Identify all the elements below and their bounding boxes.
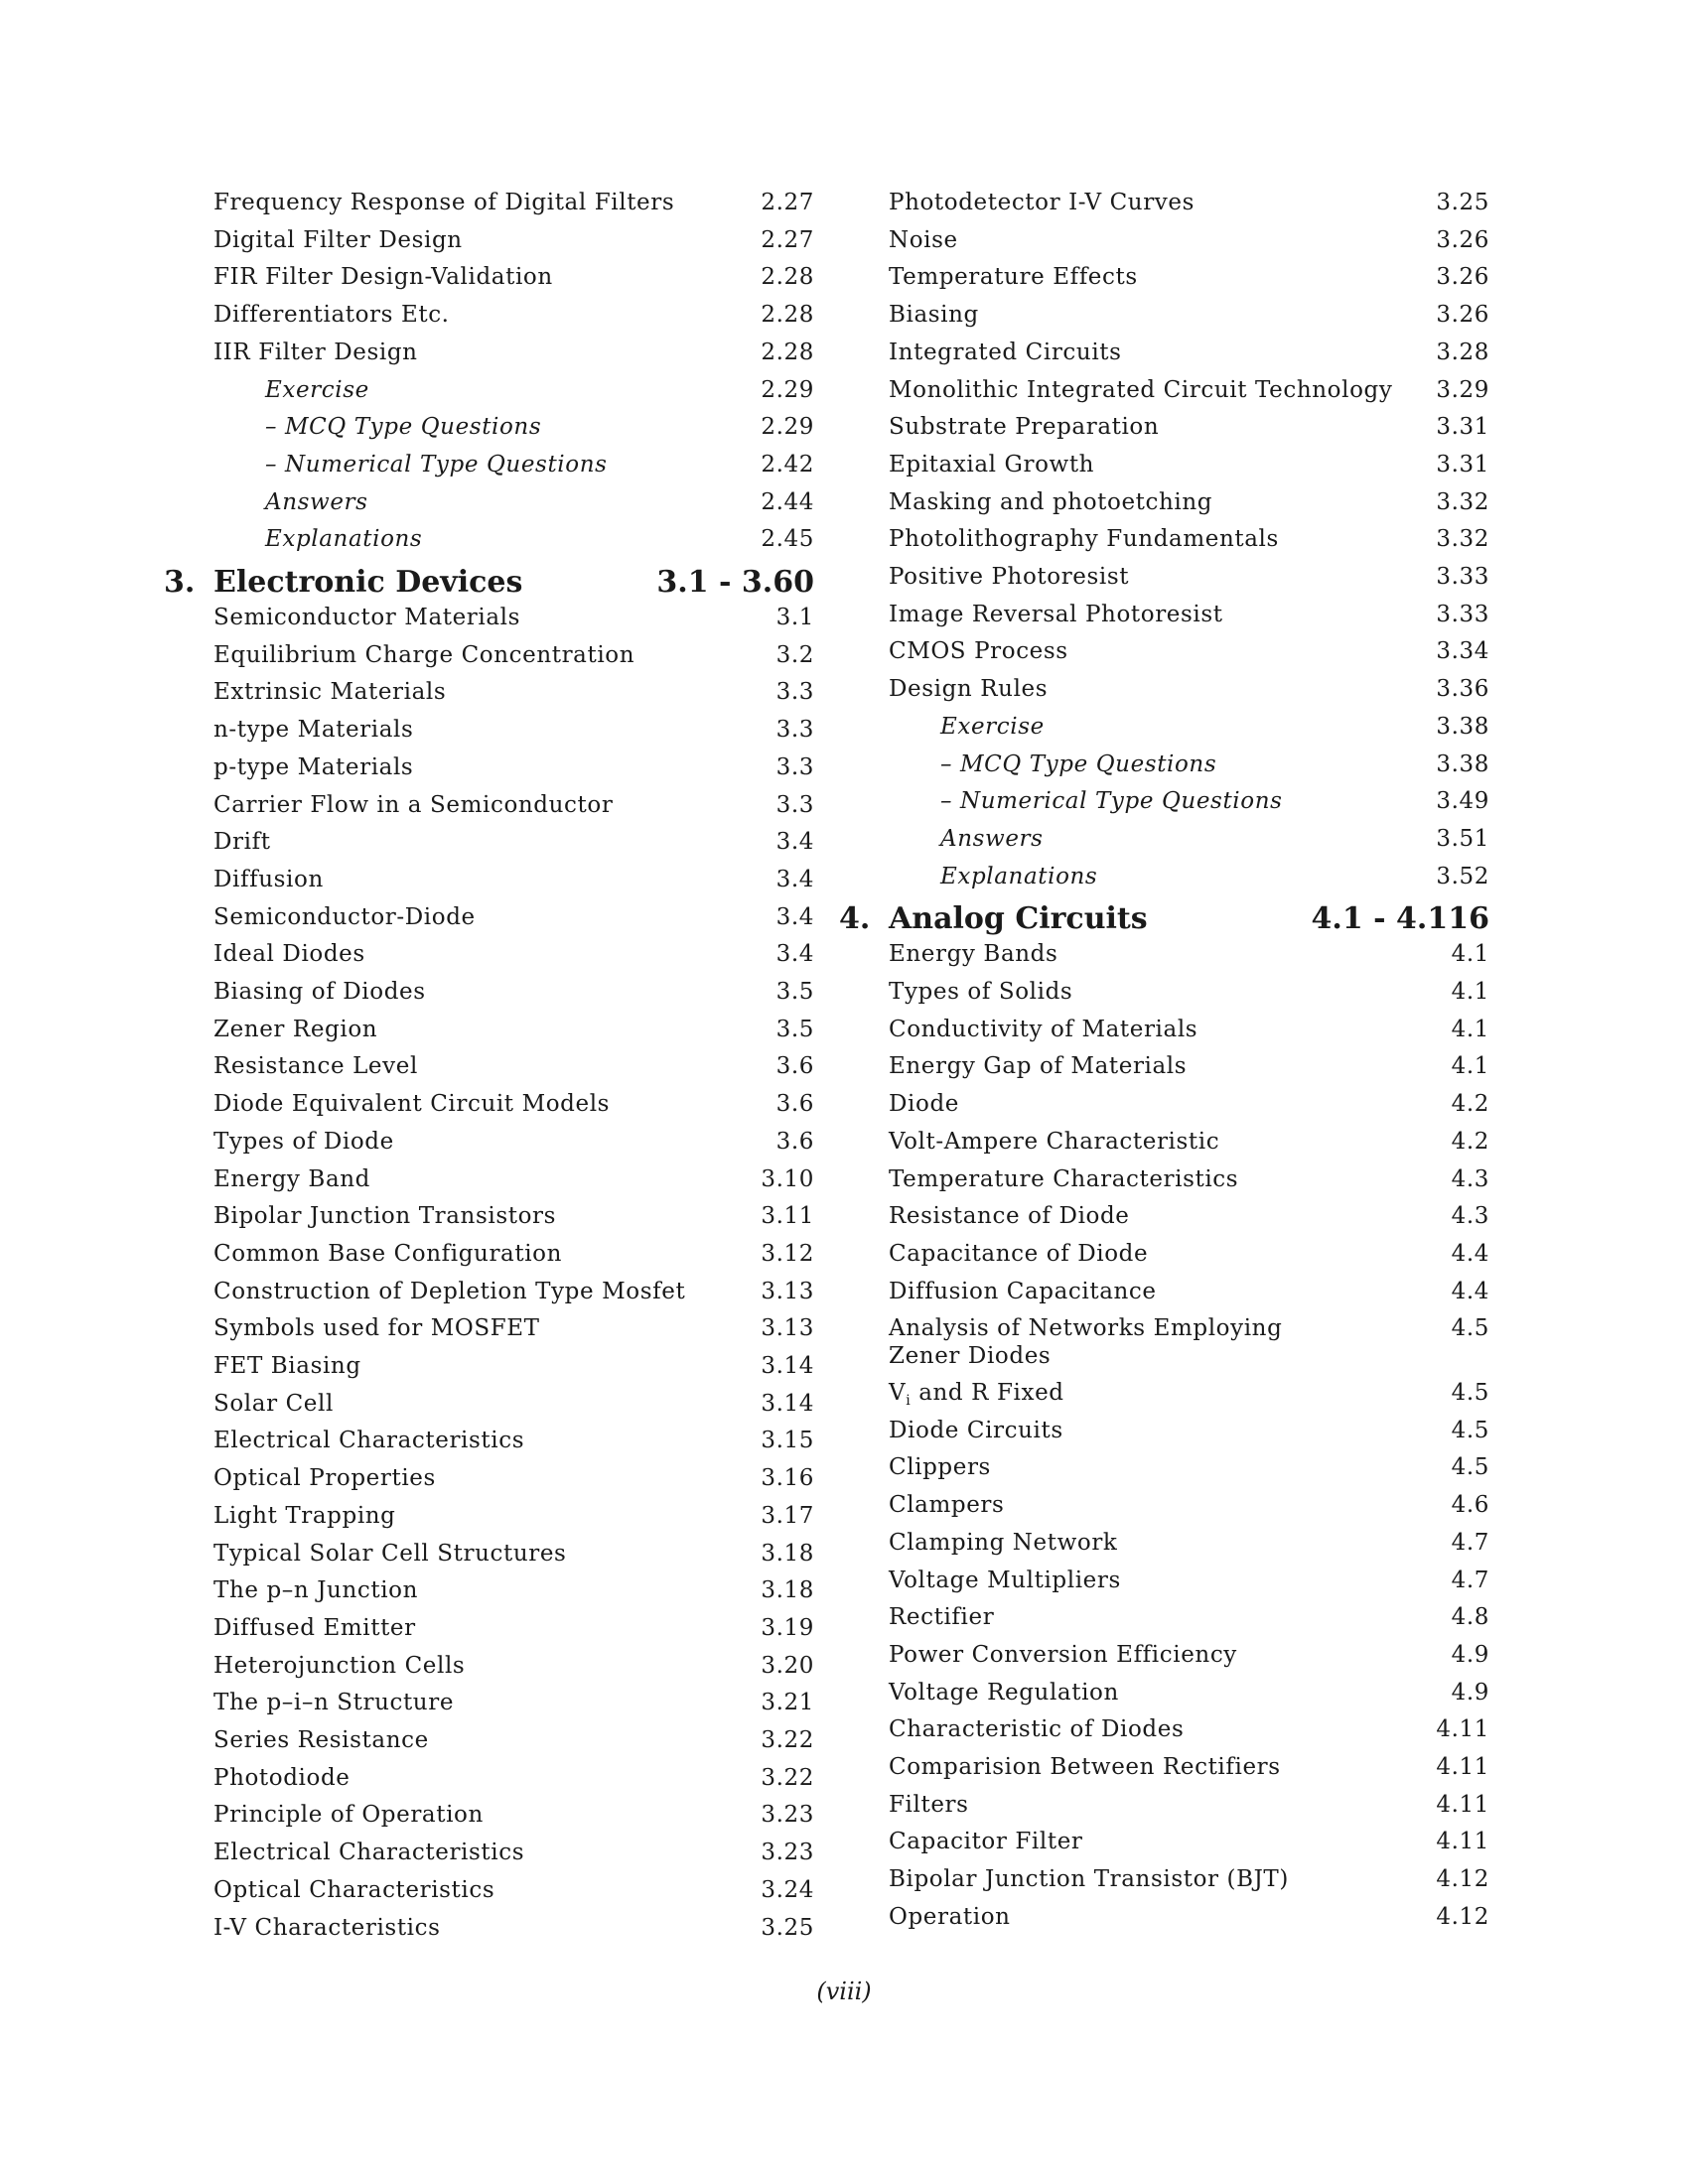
toc-entry[interactable] [213, 1464, 814, 1492]
toc-entry[interactable] [889, 601, 1489, 628]
chapter-page-range: 4.1 - 4.116 [1311, 901, 1489, 937]
toc-entry[interactable] [213, 1390, 814, 1418]
toc-entry-title: Optical Characteristics [213, 1876, 495, 1903]
toc-entry[interactable] [889, 1865, 1489, 1893]
toc-entry[interactable] [213, 1052, 814, 1080]
toc-entry-page: 4.12 [1436, 1903, 1489, 1930]
toc-entry-title: Zener Region [213, 1016, 378, 1042]
toc-entry[interactable] [889, 1453, 1489, 1481]
toc-entry[interactable] [889, 1603, 1489, 1631]
toc-entry-title: Rectifier [889, 1604, 995, 1631]
toc-entry[interactable] [889, 1128, 1489, 1156]
toc-entry[interactable] [213, 1502, 814, 1530]
toc-entry-title: Energy Bands [889, 941, 1058, 968]
toc-entry-page: 3.13 [761, 1315, 814, 1342]
toc-entry[interactable] [889, 825, 1489, 853]
toc-entry-title-part: and R Fixed [911, 1380, 1064, 1406]
toc-entry[interactable] [213, 678, 814, 706]
toc-entry[interactable] [213, 1876, 814, 1904]
toc-entry[interactable] [889, 1314, 1489, 1370]
toc-entry-page: 3.32 [1436, 488, 1489, 515]
toc-entry-title: Temperature Effects [889, 264, 1138, 291]
toc-entry-title: Symbols used for MOSFET [213, 1315, 540, 1342]
toc-entry[interactable] [889, 1491, 1489, 1519]
toc-entry[interactable] [213, 1314, 814, 1342]
toc-entry[interactable] [213, 301, 814, 329]
toc-entry-page: 4.4 [1451, 1278, 1489, 1304]
toc-entry-title: The p–i–n Structure [213, 1690, 455, 1716]
toc-entry[interactable] [889, 1567, 1489, 1594]
toc-entry-title: Integrated Circuits [889, 339, 1122, 365]
toc-entry[interactable] [889, 1641, 1489, 1669]
toc-entry-page: 3.3 [775, 791, 814, 818]
toc-entry[interactable] [213, 189, 814, 216]
toc-entry-title: – Numerical Type Questions [940, 788, 1283, 815]
toc-entry-title: FIR Filter Design-Validation [213, 264, 553, 291]
toc-entry-page: 3.18 [761, 1540, 814, 1567]
toc-entry-page: 3.3 [775, 717, 814, 744]
toc-entry-title: Drift [213, 829, 271, 856]
toc-entry-title: The p–n Junction [213, 1577, 419, 1604]
toc-entry-page: 4.5 [1451, 1417, 1489, 1443]
toc-entry[interactable] [213, 1240, 814, 1268]
toc-entry[interactable] [889, 226, 1489, 254]
toc-entry-title: Operation [889, 1903, 1011, 1930]
toc-entry[interactable] [213, 716, 814, 744]
toc-entry-title: IIR Filter Design [213, 339, 418, 365]
toc-entry-title [889, 1379, 1064, 1415]
toc-entry-title: Typical Solar Cell Structures [213, 1540, 567, 1567]
toc-entry-title: Light Trapping [213, 1502, 396, 1529]
toc-entry[interactable] [213, 641, 814, 669]
toc-entry[interactable] [889, 1240, 1489, 1268]
toc-entry-title: Diffusion [213, 866, 324, 892]
toc-entry-page: 3.6 [775, 1128, 814, 1155]
toc-entry-title: Noise [889, 226, 958, 253]
toc-entry-page: 2.45 [761, 526, 814, 553]
toc-entry-page: 4.6 [1451, 1492, 1489, 1519]
toc-entry[interactable] [213, 1090, 814, 1118]
toc-entry-title: Bipolar Junction Transistor (BJT) [889, 1866, 1289, 1893]
toc-entry-title: Semiconductor Materials [213, 605, 521, 630]
toc-entry[interactable] [889, 1202, 1489, 1230]
toc-entry-page: 3.4 [775, 903, 814, 930]
toc-entry[interactable] [213, 1165, 814, 1193]
toc-entry[interactable] [889, 978, 1489, 1006]
toc-entry-title: Principle of Operation [213, 1802, 484, 1829]
toc-entry[interactable] [213, 1839, 814, 1866]
toc-entry-page: 3.52 [1436, 863, 1489, 889]
toc-entry-page: 3.26 [1436, 302, 1489, 329]
toc-entry-page: 3.3 [775, 753, 814, 780]
toc-entry[interactable] [889, 787, 1489, 815]
toc-entry-page: 3.19 [761, 1614, 814, 1641]
toc-entry-title: – Numerical Type Questions [265, 451, 608, 478]
toc-entry[interactable] [213, 1016, 814, 1043]
toc-entry-title: – MCQ Type Questions [265, 414, 542, 441]
toc-entry-page: 4.7 [1451, 1529, 1489, 1556]
toc-entry[interactable] [889, 563, 1489, 591]
toc-entry-page: 2.28 [761, 302, 814, 329]
toc-entry-page: 3.26 [1436, 226, 1489, 253]
toc-entry-page: 3.20 [761, 1652, 814, 1679]
toc-entry[interactable] [213, 1202, 814, 1230]
toc-entry[interactable] [889, 1379, 1489, 1415]
toc-entry[interactable] [889, 675, 1489, 703]
chapter-number: 4. [839, 901, 871, 937]
page-number-footer: (viii) [816, 1978, 872, 2005]
toc-entry[interactable] [213, 1128, 814, 1156]
toc-entry-page: 3.11 [761, 1203, 814, 1230]
toc-entry[interactable] [213, 1652, 814, 1680]
toc-entry[interactable] [213, 226, 814, 254]
toc-entry-title: Filters [889, 1791, 969, 1818]
toc-entry-title: Biasing [889, 302, 979, 329]
toc-entry-page: 4.7 [1451, 1567, 1489, 1593]
toc-entry-page: 3.4 [775, 941, 814, 968]
toc-entry-page: 3.17 [761, 1502, 814, 1529]
toc-entry-page: 3.29 [1436, 376, 1489, 403]
toc-entry-page: 3.1 [775, 605, 814, 630]
toc-entry[interactable] [213, 1576, 814, 1604]
toc-entry-title-part: V [889, 1380, 907, 1406]
toc-entry[interactable] [889, 1090, 1489, 1118]
toc-entry-title: Electrical Characteristics [213, 1840, 525, 1866]
toc-entry-page: 3.5 [775, 1016, 814, 1042]
toc-entry-title [889, 1314, 1282, 1370]
toc-entry-page: 3.10 [761, 1165, 814, 1192]
toc-entry-title: Energy Gap of Materials [889, 1053, 1188, 1080]
toc-entry[interactable] [889, 1165, 1489, 1193]
toc-entry-title: Positive Photoresist [889, 564, 1130, 590]
toc-entry[interactable] [889, 637, 1489, 665]
toc-entry-title: Photodiode [213, 1764, 351, 1791]
toc-entry-page: 3.5 [775, 979, 814, 1005]
toc-entry[interactable] [213, 339, 814, 366]
toc-entry-page: 4.5 [1451, 1454, 1489, 1481]
toc-entry-page: 4.12 [1436, 1866, 1489, 1893]
toc-entry-page: 3.18 [761, 1577, 814, 1604]
toc-entry-page: 4.5 [1451, 1380, 1489, 1406]
toc-entry-title: Voltage Multipliers [889, 1567, 1121, 1593]
toc-entry[interactable] [889, 940, 1489, 968]
toc-entry-page: 3.34 [1436, 638, 1489, 665]
toc-entry-title: Masking and photoetching [889, 488, 1213, 515]
toc-entry-title: Clippers [889, 1454, 991, 1481]
toc-entry-page: 3.38 [1436, 751, 1489, 777]
chapter-page-range: 3.1 - 3.60 [656, 565, 814, 600]
toc-entry-page: 3.14 [761, 1390, 814, 1417]
toc-entry-title: Capacitance of Diode [889, 1240, 1149, 1267]
toc-entry-title: Substrate Preparation [889, 414, 1160, 441]
toc-entry[interactable] [213, 1540, 814, 1568]
toc-entry-title: Voltage Regulation [889, 1679, 1119, 1706]
toc-entry-title: Energy Band [213, 1165, 370, 1192]
toc-entry-page: 2.29 [761, 414, 814, 441]
toc-entry-title: Optical Properties [213, 1465, 436, 1492]
toc-entry-title: Types of Solids [889, 979, 1073, 1005]
toc-entry-page: 3.31 [1436, 414, 1489, 441]
toc-entry[interactable] [213, 1764, 814, 1792]
chapter-title: Electronic Devices [213, 565, 523, 600]
toc-entry-title: I-V Characteristics [213, 1914, 441, 1941]
toc-entry[interactable] [213, 753, 814, 781]
toc-entry-title: Construction of Depletion Type Mosfet [213, 1278, 686, 1304]
toc-entry-page: 4.1 [1451, 979, 1489, 1005]
toc-entry-page: 3.38 [1436, 713, 1489, 740]
toc-entry[interactable] [213, 263, 814, 291]
toc-entry[interactable] [213, 376, 814, 404]
toc-entry[interactable] [889, 1791, 1489, 1819]
toc-entry-title: Diffusion Capacitance [889, 1278, 1157, 1304]
toc-entry-page: 2.28 [761, 264, 814, 291]
chapter-title: Analog Circuits [889, 901, 1148, 937]
toc-entry-title: Epitaxial Growth [889, 451, 1095, 478]
toc-entry-page: 3.16 [761, 1465, 814, 1492]
toc-entry-title: Solar Cell [213, 1390, 334, 1417]
toc-entry-title: Biasing of Diodes [213, 979, 426, 1005]
toc-entry-page: 3.4 [775, 866, 814, 892]
toc-entry-title-line2: Zener Diodes [889, 1343, 1052, 1370]
toc-entry-title: Power Conversion Efficiency [889, 1641, 1237, 1668]
toc-entry-page: 4.5 [1451, 1315, 1489, 1342]
toc-entry-page: 3.21 [761, 1690, 814, 1716]
toc-entry-page: 4.2 [1451, 1091, 1489, 1118]
toc-entry[interactable] [213, 488, 814, 516]
toc-entry-page: 3.49 [1436, 788, 1489, 815]
toc-entry[interactable] [213, 525, 814, 553]
toc-entry[interactable] [889, 1715, 1489, 1743]
toc-entry[interactable] [213, 978, 814, 1006]
toc-entry-page: 4.9 [1451, 1679, 1489, 1706]
toc-entry[interactable] [213, 1427, 814, 1454]
toc-entry-page: 3.31 [1436, 451, 1489, 478]
toc-entry-page: 2.27 [761, 190, 814, 215]
toc-entry-page: 4.8 [1451, 1604, 1489, 1631]
toc-entry[interactable] [889, 1529, 1489, 1557]
toc-entry[interactable] [889, 263, 1489, 291]
toc-entry[interactable] [889, 751, 1489, 778]
toc-entry-title: Design Rules [889, 676, 1049, 703]
toc-entry-title-line1: Analysis of Networks Employing [889, 1315, 1283, 1342]
toc-entry-title: Exercise [265, 376, 369, 403]
toc-entry[interactable] [889, 376, 1489, 404]
toc-entry[interactable] [889, 339, 1489, 366]
toc-entry-title: Bipolar Junction Transistors [213, 1203, 557, 1230]
toc-entry[interactable] [213, 866, 814, 893]
toc-entry[interactable] [213, 791, 814, 819]
toc-entry-title: Clampers [889, 1492, 1005, 1519]
toc-entry[interactable] [213, 1689, 814, 1716]
toc-entry-title: Diode Circuits [889, 1417, 1063, 1443]
toc-entry[interactable] [889, 301, 1489, 329]
toc-entry-title: Resistance Level [213, 1053, 418, 1080]
toc-entry-title: p-type Materials [213, 753, 414, 780]
toc-entry-title: Semiconductor-Diode [213, 903, 476, 930]
toc-entry-title: – MCQ Type Questions [940, 751, 1217, 777]
toc-entry-page: 4.4 [1451, 1240, 1489, 1267]
toc-entry[interactable] [889, 1278, 1489, 1305]
toc-entry-title: Types of Diode [213, 1128, 394, 1155]
toc-entry[interactable] [889, 488, 1489, 516]
toc-entry-title: Diode Equivalent Circuit Models [213, 1091, 611, 1118]
toc-entry-page: 3.51 [1436, 825, 1489, 852]
subscript: i [906, 1393, 912, 1409]
toc-entry[interactable] [889, 1753, 1489, 1781]
toc-entry-page: 4.3 [1451, 1165, 1489, 1192]
toc-entry[interactable] [213, 1278, 814, 1305]
toc-entry-page: 3.24 [761, 1876, 814, 1903]
toc-entry[interactable] [889, 1417, 1489, 1444]
toc-entry-title: Answers [265, 488, 368, 515]
toc-entry-page: 3.15 [761, 1428, 814, 1454]
toc-entry-title: Characteristic of Diodes [889, 1716, 1185, 1743]
toc-entry[interactable] [213, 940, 814, 968]
toc-entry-page: 2.29 [761, 376, 814, 403]
toc-entry[interactable] [213, 903, 814, 931]
toc-entry-page: 4.11 [1436, 1829, 1489, 1855]
toc-entry-title: Explanations [940, 863, 1098, 889]
toc-entry-title: Image Reversal Photoresist [889, 601, 1223, 627]
toc-entry[interactable] [213, 828, 814, 856]
toc-entry-page: 3.14 [761, 1353, 814, 1379]
toc-entry-page: 3.36 [1436, 676, 1489, 703]
toc-entry[interactable] [213, 604, 814, 631]
toc-entry-title: Series Resistance [213, 1727, 429, 1753]
toc-entry[interactable] [213, 1914, 814, 1942]
toc-entry-title: Temperature Characteristics [889, 1165, 1239, 1192]
toc-entry-page: 3.23 [761, 1802, 814, 1829]
toc-entry[interactable] [889, 413, 1489, 441]
toc-entry-title: Carrier Flow in a Semiconductor [213, 791, 614, 818]
toc-entry-title: Photodetector I-V Curves [889, 190, 1196, 215]
chapter-number: 3. [164, 565, 196, 600]
toc-entry-page: 3.25 [761, 1914, 814, 1941]
toc-entry-page: 4.11 [1436, 1754, 1489, 1780]
toc-entry[interactable] [889, 451, 1489, 478]
toc-entry-title: Monolithic Integrated Circuit Technology [889, 376, 1393, 403]
toc-entry-page: 3.25 [1436, 190, 1489, 215]
toc-entry[interactable] [889, 1016, 1489, 1043]
toc-entry-title: Frequency Response of Digital Filters [213, 190, 675, 215]
toc-entry-title: Digital Filter Design [213, 226, 463, 253]
toc-entry[interactable] [889, 189, 1489, 216]
toc-entry-title: Comparision Between Rectifiers [889, 1754, 1281, 1780]
toc-entry-page: 3.22 [761, 1764, 814, 1791]
toc-entry-page: 4.1 [1451, 1053, 1489, 1080]
toc-entry-title: CMOS Process [889, 638, 1068, 665]
toc-entry-page: 3.32 [1436, 526, 1489, 553]
toc-entry-page: 3.33 [1436, 564, 1489, 590]
toc-entry-page: 4.9 [1451, 1641, 1489, 1668]
toc-entry-page: 3.3 [775, 679, 814, 706]
toc-entry-title: Explanations [265, 526, 423, 553]
toc-entry-page: 3.22 [761, 1727, 814, 1753]
toc-entry-page: 2.27 [761, 226, 814, 253]
toc-entry[interactable] [889, 1052, 1489, 1080]
toc-entry-page: 3.33 [1436, 601, 1489, 627]
toc-entry-page: 4.2 [1451, 1128, 1489, 1155]
toc-entry-title: Photolithography Fundamentals [889, 526, 1279, 553]
toc-entry-title: Equilibrium Charge Concentration [213, 641, 635, 668]
toc-entry[interactable] [213, 1614, 814, 1642]
toc-entry[interactable] [889, 1828, 1489, 1855]
toc-entry-title: Resistance of Diode [889, 1203, 1130, 1230]
toc-entry-title: Heterojunction Cells [213, 1652, 466, 1679]
toc-entry[interactable] [889, 713, 1489, 741]
toc-entry-title: Clamping Network [889, 1529, 1118, 1556]
toc-entry-page: 4.11 [1436, 1791, 1489, 1818]
chapter-heading-analog-circuits[interactable] [839, 901, 1489, 937]
toc-entry-title: Diode [889, 1091, 959, 1118]
toc-entry-page: 3.13 [761, 1278, 814, 1304]
toc-entry-page: 3.6 [775, 1053, 814, 1080]
toc-entry[interactable] [889, 1903, 1489, 1931]
toc-entry[interactable] [889, 863, 1489, 890]
toc-entry-title: Common Base Configuration [213, 1240, 563, 1267]
toc-entry-title: Differentiators Etc. [213, 302, 450, 329]
toc-entry-page: 2.28 [761, 339, 814, 365]
toc-entry[interactable] [213, 451, 814, 478]
toc-entry-page: 4.3 [1451, 1203, 1489, 1230]
toc-entry[interactable] [213, 1726, 814, 1754]
chapter-heading-electronic-devices[interactable] [164, 565, 814, 601]
toc-entry-page: 3.2 [775, 641, 814, 668]
toc-entry-page: 3.12 [761, 1240, 814, 1267]
toc-entry-page: 4.1 [1451, 1016, 1489, 1042]
toc-entry-title: Capacitor Filter [889, 1829, 1083, 1855]
toc-entry[interactable] [889, 525, 1489, 553]
toc-entry[interactable] [213, 1801, 814, 1829]
toc-entry-page: 3.23 [761, 1840, 814, 1866]
toc-entry-page: 2.44 [761, 488, 814, 515]
toc-entry-page: 3.26 [1436, 264, 1489, 291]
toc-entry-title: n-type Materials [213, 717, 414, 744]
toc-entry-title: Ideal Diodes [213, 941, 365, 968]
toc-entry-title: FET Biasing [213, 1353, 361, 1379]
toc-entry-title: Volt-Ampere Characteristic [889, 1128, 1220, 1155]
toc-entry-title: Extrinsic Materials [213, 679, 447, 706]
toc-entry-title: Diffused Emitter [213, 1614, 416, 1641]
toc-entry-page: 2.42 [761, 451, 814, 478]
toc-entry-title: Conductivity of Materials [889, 1016, 1198, 1042]
toc-entry-title: Answers [940, 825, 1044, 852]
toc-entry-page: 3.6 [775, 1091, 814, 1118]
toc-entry-page: 4.11 [1436, 1716, 1489, 1743]
toc-entry-page: 3.4 [775, 829, 814, 856]
toc-entry-page: 3.28 [1436, 339, 1489, 365]
toc-entry-title: Electrical Characteristics [213, 1428, 525, 1454]
toc-entry-title: Exercise [940, 713, 1045, 740]
toc-entry-page: 4.1 [1451, 941, 1489, 968]
toc-entry[interactable] [889, 1679, 1489, 1706]
toc-entry[interactable] [213, 1352, 814, 1380]
toc-entry[interactable] [213, 413, 814, 441]
